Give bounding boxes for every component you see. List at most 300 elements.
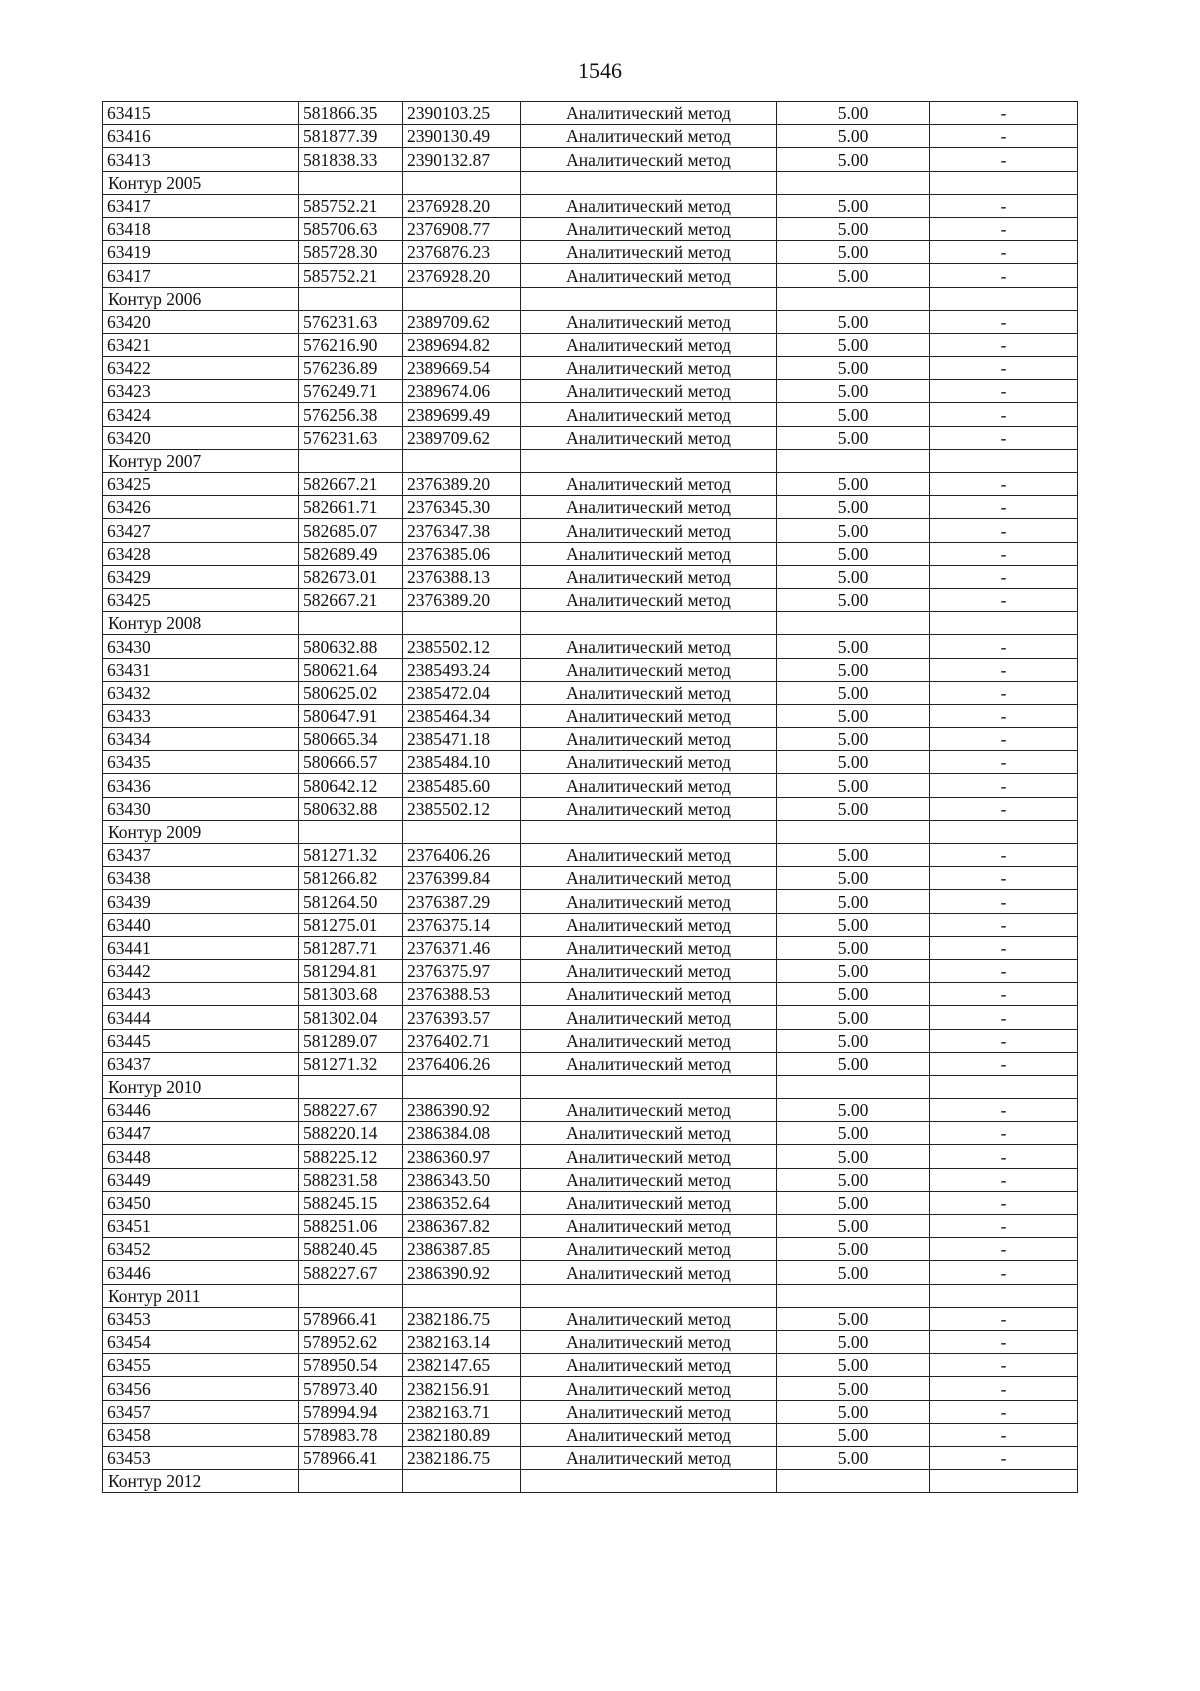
table-row bbox=[103, 403, 1078, 426]
precision-cell: 5.00 bbox=[777, 983, 930, 1006]
dash-cell: - bbox=[930, 1400, 1078, 1423]
dash-cell: - bbox=[930, 1354, 1078, 1377]
point-id-cell: 63437 bbox=[103, 1052, 299, 1075]
empty-cell bbox=[777, 1470, 930, 1493]
empty-cell bbox=[777, 612, 930, 635]
dash-cell: - bbox=[930, 704, 1078, 727]
x-coordinate-cell: 578950.54 bbox=[299, 1354, 403, 1377]
x-coordinate-cell: 581302.04 bbox=[299, 1006, 403, 1029]
table-row bbox=[103, 1145, 1078, 1168]
dash-cell: - bbox=[930, 241, 1078, 264]
x-coordinate-cell: 582673.01 bbox=[299, 565, 403, 588]
y-coordinate-cell: 2386387.85 bbox=[403, 1238, 521, 1261]
method-cell: Аналитический метод bbox=[521, 1261, 777, 1284]
table-row bbox=[103, 565, 1078, 588]
empty-cell bbox=[521, 1075, 777, 1098]
dash-cell: - bbox=[930, 867, 1078, 890]
table-row bbox=[103, 519, 1078, 542]
point-id-cell: 63424 bbox=[103, 403, 299, 426]
point-id-cell: 63438 bbox=[103, 867, 299, 890]
dash-cell: - bbox=[930, 681, 1078, 704]
empty-cell bbox=[521, 820, 777, 843]
method-cell: Аналитический метод bbox=[521, 1307, 777, 1330]
dash-cell: - bbox=[930, 959, 1078, 982]
dash-cell: - bbox=[930, 774, 1078, 797]
y-coordinate-cell: 2386390.92 bbox=[403, 1099, 521, 1122]
method-cell: Аналитический метод bbox=[521, 844, 777, 867]
contour-row bbox=[103, 612, 1078, 635]
x-coordinate-cell: 588220.14 bbox=[299, 1122, 403, 1145]
x-coordinate-cell: 581275.01 bbox=[299, 913, 403, 936]
empty-cell bbox=[777, 1284, 930, 1307]
empty-cell bbox=[777, 820, 930, 843]
precision-cell: 5.00 bbox=[777, 1029, 930, 1052]
y-coordinate-cell: 2376347.38 bbox=[403, 519, 521, 542]
precision-cell: 5.00 bbox=[777, 125, 930, 148]
precision-cell: 5.00 bbox=[777, 1052, 930, 1075]
y-coordinate-cell: 2376908.77 bbox=[403, 217, 521, 240]
precision-cell: 5.00 bbox=[777, 1191, 930, 1214]
method-cell: Аналитический метод bbox=[521, 1006, 777, 1029]
empty-cell bbox=[299, 1075, 403, 1098]
empty-cell bbox=[521, 1470, 777, 1493]
table-row bbox=[103, 102, 1078, 125]
dash-cell: - bbox=[930, 1377, 1078, 1400]
point-id-cell: 63444 bbox=[103, 1006, 299, 1029]
method-cell: Аналитический метод bbox=[521, 751, 777, 774]
empty-cell bbox=[930, 820, 1078, 843]
point-id-cell: 63425 bbox=[103, 588, 299, 611]
y-coordinate-cell: 2376406.26 bbox=[403, 1052, 521, 1075]
dash-cell: - bbox=[930, 473, 1078, 496]
point-id-cell: 63443 bbox=[103, 983, 299, 1006]
y-coordinate-cell: 2390103.25 bbox=[403, 102, 521, 125]
empty-cell bbox=[299, 171, 403, 194]
precision-cell: 5.00 bbox=[777, 565, 930, 588]
method-cell: Аналитический метод bbox=[521, 125, 777, 148]
table-row bbox=[103, 1099, 1078, 1122]
page-number: 1546 bbox=[578, 58, 622, 83]
table-row bbox=[103, 426, 1078, 449]
contour-row bbox=[103, 820, 1078, 843]
table-row bbox=[103, 217, 1078, 240]
empty-cell bbox=[521, 449, 777, 472]
x-coordinate-cell: 578983.78 bbox=[299, 1423, 403, 1446]
precision-cell: 5.00 bbox=[777, 426, 930, 449]
x-coordinate-cell: 581866.35 bbox=[299, 102, 403, 125]
empty-cell bbox=[777, 449, 930, 472]
precision-cell: 5.00 bbox=[777, 704, 930, 727]
y-coordinate-cell: 2382156.91 bbox=[403, 1377, 521, 1400]
precision-cell: 5.00 bbox=[777, 1354, 930, 1377]
x-coordinate-cell: 588245.15 bbox=[299, 1191, 403, 1214]
contour-label: Контур 2011 bbox=[103, 1284, 299, 1307]
dash-cell: - bbox=[930, 194, 1078, 217]
precision-cell: 5.00 bbox=[777, 681, 930, 704]
y-coordinate-cell: 2376928.20 bbox=[403, 264, 521, 287]
point-id-cell: 63435 bbox=[103, 751, 299, 774]
empty-cell bbox=[930, 449, 1078, 472]
precision-cell: 5.00 bbox=[777, 1215, 930, 1238]
method-cell: Аналитический метод bbox=[521, 241, 777, 264]
y-coordinate-cell: 2385464.34 bbox=[403, 704, 521, 727]
empty-cell bbox=[403, 1284, 521, 1307]
x-coordinate-cell: 580621.64 bbox=[299, 658, 403, 681]
table-row bbox=[103, 797, 1078, 820]
table-row bbox=[103, 380, 1078, 403]
precision-cell: 5.00 bbox=[777, 194, 930, 217]
method-cell: Аналитический метод bbox=[521, 728, 777, 751]
table-row bbox=[103, 473, 1078, 496]
x-coordinate-cell: 581294.81 bbox=[299, 959, 403, 982]
contour-label: Контур 2008 bbox=[103, 612, 299, 635]
empty-cell bbox=[403, 820, 521, 843]
x-coordinate-cell: 581287.71 bbox=[299, 936, 403, 959]
table-row bbox=[103, 357, 1078, 380]
method-cell: Аналитический метод bbox=[521, 148, 777, 171]
y-coordinate-cell: 2385484.10 bbox=[403, 751, 521, 774]
method-cell: Аналитический метод bbox=[521, 681, 777, 704]
table-row bbox=[103, 588, 1078, 611]
point-id-cell: 63419 bbox=[103, 241, 299, 264]
method-cell: Аналитический метод bbox=[521, 264, 777, 287]
point-id-cell: 63421 bbox=[103, 333, 299, 356]
point-id-cell: 63417 bbox=[103, 194, 299, 217]
y-coordinate-cell: 2389669.54 bbox=[403, 357, 521, 380]
precision-cell: 5.00 bbox=[777, 751, 930, 774]
x-coordinate-cell: 576236.89 bbox=[299, 357, 403, 380]
x-coordinate-cell: 581271.32 bbox=[299, 844, 403, 867]
point-id-cell: 63446 bbox=[103, 1261, 299, 1284]
point-id-cell: 63428 bbox=[103, 542, 299, 565]
table-row bbox=[103, 1006, 1078, 1029]
dash-cell: - bbox=[930, 728, 1078, 751]
contour-label: Контур 2012 bbox=[103, 1470, 299, 1493]
precision-cell: 5.00 bbox=[777, 774, 930, 797]
dash-cell: - bbox=[930, 217, 1078, 240]
y-coordinate-cell: 2386367.82 bbox=[403, 1215, 521, 1238]
point-id-cell: 63413 bbox=[103, 148, 299, 171]
x-coordinate-cell: 578966.41 bbox=[299, 1307, 403, 1330]
table-row bbox=[103, 1423, 1078, 1446]
x-coordinate-cell: 582685.07 bbox=[299, 519, 403, 542]
method-cell: Аналитический метод bbox=[521, 565, 777, 588]
x-coordinate-cell: 585706.63 bbox=[299, 217, 403, 240]
x-coordinate-cell: 576216.90 bbox=[299, 333, 403, 356]
point-id-cell: 63455 bbox=[103, 1354, 299, 1377]
table-row bbox=[103, 774, 1078, 797]
precision-cell: 5.00 bbox=[777, 588, 930, 611]
dash-cell: - bbox=[930, 565, 1078, 588]
y-coordinate-cell: 2376385.06 bbox=[403, 542, 521, 565]
y-coordinate-cell: 2376388.53 bbox=[403, 983, 521, 1006]
table-row bbox=[103, 1029, 1078, 1052]
empty-cell bbox=[521, 1284, 777, 1307]
table-row bbox=[103, 844, 1078, 867]
x-coordinate-cell: 581271.32 bbox=[299, 1052, 403, 1075]
method-cell: Аналитический метод bbox=[521, 1354, 777, 1377]
precision-cell: 5.00 bbox=[777, 264, 930, 287]
x-coordinate-cell: 588225.12 bbox=[299, 1145, 403, 1168]
precision-cell: 5.00 bbox=[777, 1400, 930, 1423]
y-coordinate-cell: 2382186.75 bbox=[403, 1307, 521, 1330]
point-id-cell: 63454 bbox=[103, 1330, 299, 1353]
x-coordinate-cell: 580625.02 bbox=[299, 681, 403, 704]
dash-cell: - bbox=[930, 1191, 1078, 1214]
x-coordinate-cell: 585728.30 bbox=[299, 241, 403, 264]
empty-cell bbox=[777, 1075, 930, 1098]
empty-cell bbox=[930, 287, 1078, 310]
x-coordinate-cell: 588251.06 bbox=[299, 1215, 403, 1238]
contour-label: Контур 2009 bbox=[103, 820, 299, 843]
point-id-cell: 63431 bbox=[103, 658, 299, 681]
dash-cell: - bbox=[930, 1307, 1078, 1330]
point-id-cell: 63441 bbox=[103, 936, 299, 959]
table-row bbox=[103, 1261, 1078, 1284]
y-coordinate-cell: 2382163.14 bbox=[403, 1330, 521, 1353]
point-id-cell: 63432 bbox=[103, 681, 299, 704]
method-cell: Аналитический метод bbox=[521, 1238, 777, 1261]
precision-cell: 5.00 bbox=[777, 403, 930, 426]
coordinates-table bbox=[102, 101, 1078, 1493]
dash-cell: - bbox=[930, 1122, 1078, 1145]
precision-cell: 5.00 bbox=[777, 936, 930, 959]
y-coordinate-cell: 2382147.65 bbox=[403, 1354, 521, 1377]
dash-cell: - bbox=[930, 1145, 1078, 1168]
precision-cell: 5.00 bbox=[777, 844, 930, 867]
point-id-cell: 63430 bbox=[103, 635, 299, 658]
point-id-cell: 63416 bbox=[103, 125, 299, 148]
method-cell: Аналитический метод bbox=[521, 473, 777, 496]
table-row bbox=[103, 1330, 1078, 1353]
precision-cell: 5.00 bbox=[777, 519, 930, 542]
point-id-cell: 63457 bbox=[103, 1400, 299, 1423]
point-id-cell: 63423 bbox=[103, 380, 299, 403]
y-coordinate-cell: 2376928.20 bbox=[403, 194, 521, 217]
contour-row bbox=[103, 449, 1078, 472]
precision-cell: 5.00 bbox=[777, 959, 930, 982]
point-id-cell: 63447 bbox=[103, 1122, 299, 1145]
method-cell: Аналитический метод bbox=[521, 333, 777, 356]
x-coordinate-cell: 582661.71 bbox=[299, 496, 403, 519]
x-coordinate-cell: 588231.58 bbox=[299, 1168, 403, 1191]
precision-cell: 5.00 bbox=[777, 1307, 930, 1330]
precision-cell: 5.00 bbox=[777, 635, 930, 658]
empty-cell bbox=[930, 1470, 1078, 1493]
precision-cell: 5.00 bbox=[777, 241, 930, 264]
x-coordinate-cell: 580666.57 bbox=[299, 751, 403, 774]
empty-cell bbox=[299, 612, 403, 635]
method-cell: Аналитический метод bbox=[521, 1029, 777, 1052]
dash-cell: - bbox=[930, 403, 1078, 426]
dash-cell: - bbox=[930, 1006, 1078, 1029]
table-row bbox=[103, 867, 1078, 890]
precision-cell: 5.00 bbox=[777, 913, 930, 936]
y-coordinate-cell: 2385485.60 bbox=[403, 774, 521, 797]
x-coordinate-cell: 581264.50 bbox=[299, 890, 403, 913]
dash-cell: - bbox=[930, 1238, 1078, 1261]
method-cell: Аналитический метод bbox=[521, 1191, 777, 1214]
point-id-cell: 63436 bbox=[103, 774, 299, 797]
point-id-cell: 63417 bbox=[103, 264, 299, 287]
precision-cell: 5.00 bbox=[777, 496, 930, 519]
empty-cell bbox=[403, 287, 521, 310]
method-cell: Аналитический метод bbox=[521, 658, 777, 681]
method-cell: Аналитический метод bbox=[521, 936, 777, 959]
dash-cell: - bbox=[930, 1261, 1078, 1284]
contour-row bbox=[103, 1284, 1078, 1307]
y-coordinate-cell: 2376389.20 bbox=[403, 473, 521, 496]
table-row bbox=[103, 194, 1078, 217]
x-coordinate-cell: 578994.94 bbox=[299, 1400, 403, 1423]
x-coordinate-cell: 576231.63 bbox=[299, 310, 403, 333]
method-cell: Аналитический метод bbox=[521, 380, 777, 403]
x-coordinate-cell: 582667.21 bbox=[299, 588, 403, 611]
dash-cell: - bbox=[930, 148, 1078, 171]
y-coordinate-cell: 2386384.08 bbox=[403, 1122, 521, 1145]
table-row bbox=[103, 1191, 1078, 1214]
y-coordinate-cell: 2376406.26 bbox=[403, 844, 521, 867]
precision-cell: 5.00 bbox=[777, 1238, 930, 1261]
precision-cell: 5.00 bbox=[777, 1423, 930, 1446]
x-coordinate-cell: 581877.39 bbox=[299, 125, 403, 148]
y-coordinate-cell: 2386343.50 bbox=[403, 1168, 521, 1191]
precision-cell: 5.00 bbox=[777, 333, 930, 356]
precision-cell: 5.00 bbox=[777, 148, 930, 171]
point-id-cell: 63418 bbox=[103, 217, 299, 240]
y-coordinate-cell: 2385472.04 bbox=[403, 681, 521, 704]
table-row bbox=[103, 264, 1078, 287]
point-id-cell: 63442 bbox=[103, 959, 299, 982]
y-coordinate-cell: 2376402.71 bbox=[403, 1029, 521, 1052]
x-coordinate-cell: 581266.82 bbox=[299, 867, 403, 890]
precision-cell: 5.00 bbox=[777, 473, 930, 496]
precision-cell: 5.00 bbox=[777, 357, 930, 380]
contour-label: Контур 2005 bbox=[103, 171, 299, 194]
method-cell: Аналитический метод bbox=[521, 1099, 777, 1122]
x-coordinate-cell: 580647.91 bbox=[299, 704, 403, 727]
method-cell: Аналитический метод bbox=[521, 542, 777, 565]
x-coordinate-cell: 580632.88 bbox=[299, 635, 403, 658]
y-coordinate-cell: 2390132.87 bbox=[403, 148, 521, 171]
y-coordinate-cell: 2389694.82 bbox=[403, 333, 521, 356]
method-cell: Аналитический метод bbox=[521, 1215, 777, 1238]
empty-cell bbox=[930, 1075, 1078, 1098]
dash-cell: - bbox=[930, 797, 1078, 820]
point-id-cell: 63427 bbox=[103, 519, 299, 542]
table-row bbox=[103, 890, 1078, 913]
point-id-cell: 63451 bbox=[103, 1215, 299, 1238]
empty-cell bbox=[521, 287, 777, 310]
method-cell: Аналитический метод bbox=[521, 217, 777, 240]
method-cell: Аналитический метод bbox=[521, 797, 777, 820]
table-row bbox=[103, 936, 1078, 959]
y-coordinate-cell: 2376387.29 bbox=[403, 890, 521, 913]
point-id-cell: 63439 bbox=[103, 890, 299, 913]
method-cell: Аналитический метод bbox=[521, 913, 777, 936]
precision-cell: 5.00 bbox=[777, 380, 930, 403]
dash-cell: - bbox=[930, 496, 1078, 519]
empty-cell bbox=[299, 1470, 403, 1493]
x-coordinate-cell: 581289.07 bbox=[299, 1029, 403, 1052]
method-cell: Аналитический метод bbox=[521, 983, 777, 1006]
y-coordinate-cell: 2386390.92 bbox=[403, 1261, 521, 1284]
dash-cell: - bbox=[930, 519, 1078, 542]
y-coordinate-cell: 2385502.12 bbox=[403, 797, 521, 820]
method-cell: Аналитический метод bbox=[521, 1122, 777, 1145]
contour-label: Контур 2007 bbox=[103, 449, 299, 472]
empty-cell bbox=[299, 820, 403, 843]
method-cell: Аналитический метод bbox=[521, 588, 777, 611]
table-row bbox=[103, 1122, 1078, 1145]
method-cell: Аналитический метод bbox=[521, 959, 777, 982]
method-cell: Аналитический метод bbox=[521, 1400, 777, 1423]
method-cell: Аналитический метод bbox=[521, 867, 777, 890]
y-coordinate-cell: 2376375.14 bbox=[403, 913, 521, 936]
precision-cell: 5.00 bbox=[777, 217, 930, 240]
coordinates-table-body bbox=[103, 102, 1078, 1493]
y-coordinate-cell: 2376399.84 bbox=[403, 867, 521, 890]
x-coordinate-cell: 581838.33 bbox=[299, 148, 403, 171]
method-cell: Аналитический метод bbox=[521, 102, 777, 125]
dash-cell: - bbox=[930, 1215, 1078, 1238]
table-row bbox=[103, 913, 1078, 936]
point-id-cell: 63453 bbox=[103, 1307, 299, 1330]
table-row bbox=[103, 1446, 1078, 1469]
point-id-cell: 63425 bbox=[103, 473, 299, 496]
contour-row bbox=[103, 1470, 1078, 1493]
point-id-cell: 63422 bbox=[103, 357, 299, 380]
dash-cell: - bbox=[930, 983, 1078, 1006]
dash-cell: - bbox=[930, 890, 1078, 913]
method-cell: Аналитический метод bbox=[521, 774, 777, 797]
table-row bbox=[103, 635, 1078, 658]
precision-cell: 5.00 bbox=[777, 658, 930, 681]
x-coordinate-cell: 588227.67 bbox=[299, 1261, 403, 1284]
point-id-cell: 63433 bbox=[103, 704, 299, 727]
table-row bbox=[103, 333, 1078, 356]
method-cell: Аналитический метод bbox=[521, 1423, 777, 1446]
x-coordinate-cell: 582689.49 bbox=[299, 542, 403, 565]
method-cell: Аналитический метод bbox=[521, 194, 777, 217]
dash-cell: - bbox=[930, 913, 1078, 936]
empty-cell bbox=[521, 171, 777, 194]
empty-cell bbox=[403, 612, 521, 635]
precision-cell: 5.00 bbox=[777, 890, 930, 913]
point-id-cell: 63445 bbox=[103, 1029, 299, 1052]
x-coordinate-cell: 585752.21 bbox=[299, 264, 403, 287]
method-cell: Аналитический метод bbox=[521, 1377, 777, 1400]
empty-cell bbox=[403, 449, 521, 472]
dash-cell: - bbox=[930, 102, 1078, 125]
method-cell: Аналитический метод bbox=[521, 1330, 777, 1353]
x-coordinate-cell: 588240.45 bbox=[299, 1238, 403, 1261]
point-id-cell: 63453 bbox=[103, 1446, 299, 1469]
empty-cell bbox=[930, 171, 1078, 194]
empty-cell bbox=[777, 171, 930, 194]
y-coordinate-cell: 2385502.12 bbox=[403, 635, 521, 658]
method-cell: Аналитический метод bbox=[521, 1168, 777, 1191]
table-row bbox=[103, 1215, 1078, 1238]
table-row bbox=[103, 148, 1078, 171]
precision-cell: 5.00 bbox=[777, 1168, 930, 1191]
dash-cell: - bbox=[930, 1423, 1078, 1446]
y-coordinate-cell: 2382180.89 bbox=[403, 1423, 521, 1446]
table-row bbox=[103, 728, 1078, 751]
y-coordinate-cell: 2376393.57 bbox=[403, 1006, 521, 1029]
table-row bbox=[103, 751, 1078, 774]
y-coordinate-cell: 2376375.97 bbox=[403, 959, 521, 982]
